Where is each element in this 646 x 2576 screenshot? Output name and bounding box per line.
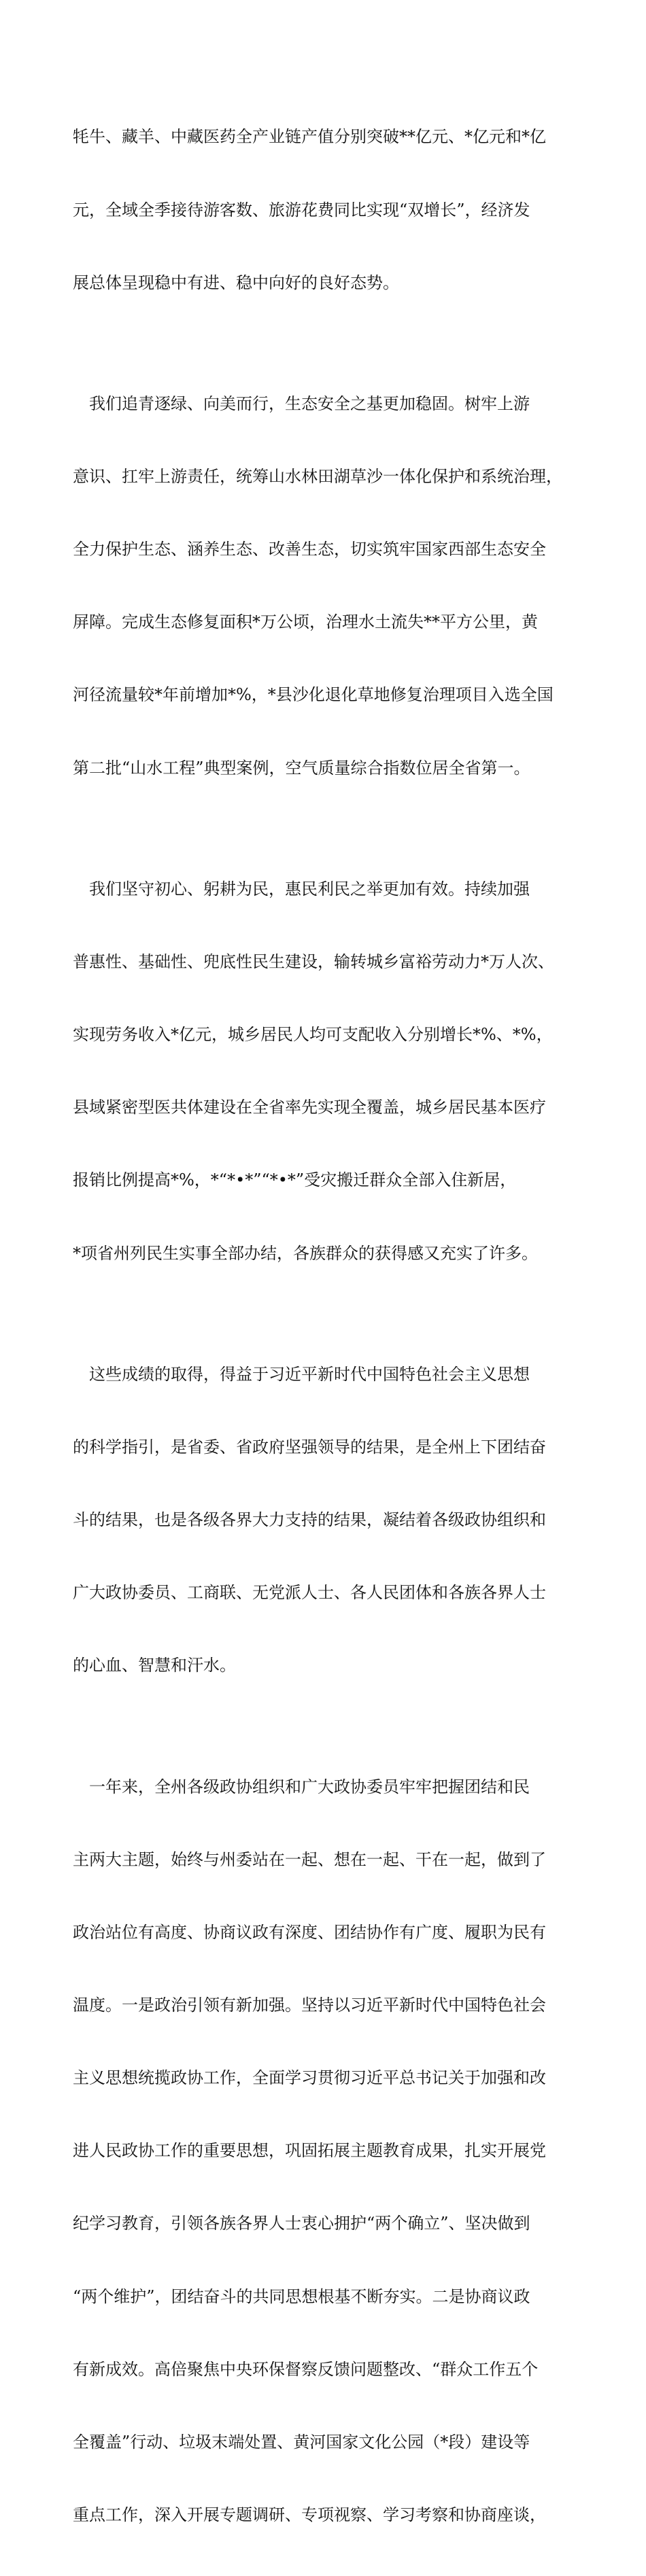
text-line: 主义思想统揽政协工作，全面学习贯彻习近平总书记关于加强和改 (73, 2068, 546, 2088)
text-line: 进人民政协工作的重要思想，巩固拓展主题教育成果，扎实开展党 (73, 2141, 546, 2161)
text-line: 的心血、智慧和汗水。 (73, 1656, 236, 1675)
text-line: 第二批“山水工程”典型案例，空气质量综合指数位居全省第一。 (73, 758, 530, 778)
paragraph-achievements (73, 1315, 577, 1727)
text-line: 这些成绩的取得，得益于习近平新时代中国特色社会主义思想 (89, 1365, 530, 1385)
text-line: 屏障。完成生态修复面积*万公顷，治理水土流失**平方公里，黄 (73, 612, 538, 632)
text-line: 全覆盖”行动、垃圾末端处置、黄河国家文化公园（*段）建设等 (73, 2432, 530, 2452)
text-line: 纪学习教育，引领各族各界人士衷心拥护“两个确立”、坚决做到 (73, 2214, 530, 2233)
text-line: 我们追青逐绿、向美而行，生态安全之基更加稳固。树牢上游 (89, 394, 530, 414)
text-line: 意识、扛牢上游责任，统筹山水林田湖草沙一体化保护和系统治理， (73, 467, 562, 487)
text-line: 有新成效。高倍聚焦中央环保督察反馈问题整改、“群众工作五个 (73, 2359, 539, 2379)
paragraph-ecology (73, 344, 577, 829)
text-line: 政治站位有高度、协商议政有深度、团结协作有广度、履职为民有 (73, 1923, 546, 1943)
paragraph-economy (73, 77, 577, 344)
paragraph-livelihood (73, 829, 577, 1315)
text-line: 河径流量较*年前增加*%，*县沙化退化草地修复治理项目入选全国 (73, 685, 554, 705)
text-line: 实现劳务收入*亿元，城乡居民人均可支配收入分别增长*%、*%， (73, 1025, 553, 1045)
paragraph-cppcc-work (73, 1727, 577, 2576)
text-line: 县域紧密型医共体建设在全省率先实现全覆盖，城乡居民基本医疗 (73, 1098, 546, 1117)
text-line: 元，全域全季接待游客数、旅游花费同比实现“双增长”，经济发 (73, 200, 530, 220)
document-body (73, 77, 577, 2576)
text-line: 的科学指引，是省委、省政府坚强领导的结果，是全州上下团结奋 (73, 1438, 546, 1457)
text-line: 全力保护生态、涵养生态、改善生态，切实筑牢国家西部生态安全 (73, 540, 546, 559)
text-line: 广大政协委员、工商联、无党派人士、各人民团体和各族各界人士 (73, 1583, 546, 1603)
text-line: *项省州列民生实事全部办结，各族群众的获得感又充实了许多。 (73, 1243, 538, 1263)
text-line: 斗的结果，也是各级各界大力支持的结果，凝结着各级政协组织和 (73, 1510, 546, 1530)
text-line: 主两大主题，始终与州委站在一起、想在一起、干在一起，做到了 (73, 1850, 546, 1869)
text-line: “两个维护”，团结奋斗的共同思想根基不断夯实。二是协商议政 (73, 2286, 530, 2306)
text-line: 展总体呈现稳中有进、稳中向好的良好态势。 (73, 273, 399, 292)
text-line: 普惠性、基础性、兜底性民生建设，输转城乡富裕劳动力*万人次、 (73, 952, 554, 972)
text-line: 温度。一是政治引领有新加强。坚持以习近平新时代中国特色社会 (73, 1996, 546, 2015)
text-line: 报销比例提高*%，*“*•*”“*•*”受灾搬迁群众全部入住新居， (73, 1170, 517, 1190)
text-line: 我们坚守初心、躬耕为民，惠民利民之举更加有效。持续加强 (89, 880, 530, 899)
text-line: 牦牛、藏羊、中藏医药全产业链产值分别突破**亿元、*亿元和*亿 (73, 127, 546, 147)
text-line: 一年来，全州各级政协组织和广大政协委员牢牢把握团结和民 (89, 1777, 530, 1796)
text-line: 重点工作，深入开展专题调研、专项视察、学习考察和协商座谈， (73, 2505, 546, 2524)
